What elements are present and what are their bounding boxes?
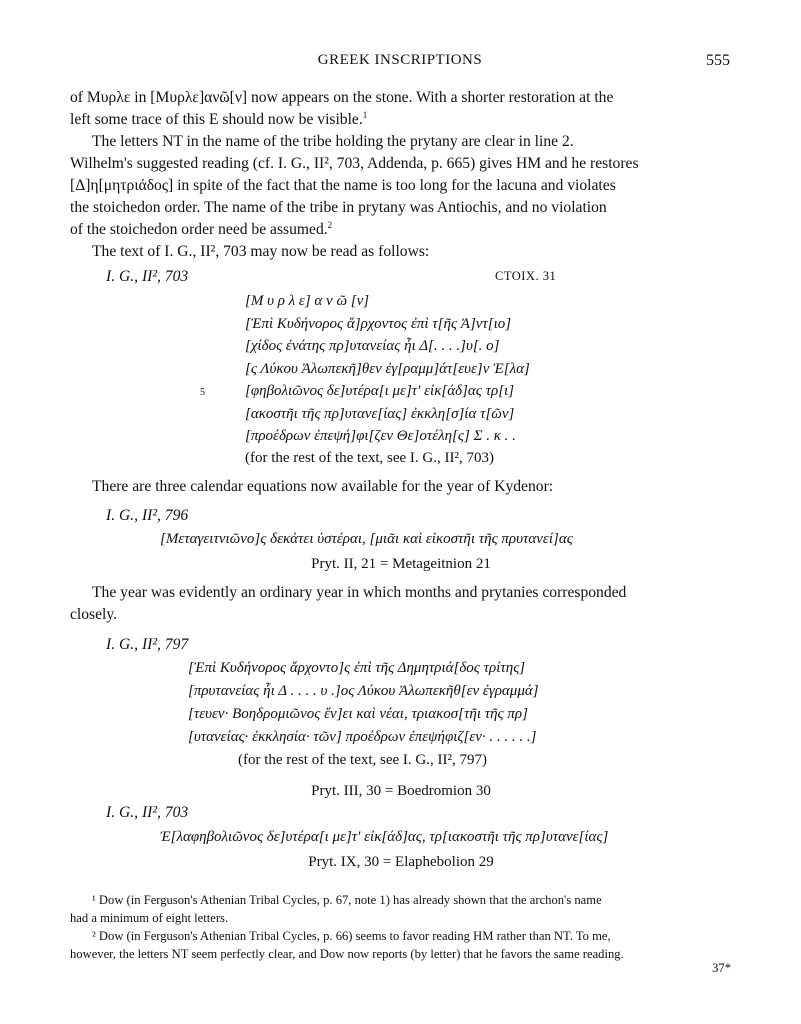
equation-pryt-ix: Pryt. IX, 30 = Elaphebolion 29 bbox=[308, 854, 494, 870]
ref-ig-796: I. G., II², 796 bbox=[106, 507, 189, 524]
p2-line-1-text: The letters NT in the name of the tribe holding the prytany are clear in line 2. bbox=[92, 133, 574, 150]
paragraph-3 bbox=[70, 241, 732, 263]
inscription-797-line-4: [υτανείας· ἐκκλησία· τῶν] προέδρων ἐπεψήφιζ[εν· . . . . . .] bbox=[188, 729, 537, 745]
paragraph-5 bbox=[70, 582, 732, 626]
inscription-703-line-6: [ακοστῆι τῆς πρ]υτανε[ίας] ἐκκλη[σ]ία τ[ῶν] bbox=[245, 406, 515, 422]
footnote-1-line-2: had a minimum of eight letters. bbox=[70, 911, 229, 925]
footnote-2-line-2: however, the letters NT seem perfectly clear, and Dow now reports (by letter) that he favors the same reading. bbox=[70, 947, 624, 961]
ref-ig-703-second: I. G., II², 703 bbox=[106, 804, 189, 821]
p1-line-2-text: left some trace of this E should now be visible. bbox=[70, 111, 363, 128]
equation-pryt-iii: Pryt. III, 30 = Boedromion 30 bbox=[311, 783, 491, 799]
inscription-797-line-1: [Ἐπὶ Κυδήνορος ἄρχοντο]ς ἐπὶ τῆς Δημητριά[δος τρίτης] bbox=[188, 660, 526, 676]
footnote-1 bbox=[70, 891, 732, 927]
p4-text: There are three calendar equations now available for the year of Kydenor: bbox=[92, 478, 554, 495]
p2-line-5 bbox=[70, 219, 732, 241]
inscription-703-rest-note: (for the rest of the text, see I. G., II², 703) bbox=[245, 450, 494, 466]
inscription-703-line-1: [Μ υ ρ λ ε] α ν ῶ [ν] bbox=[245, 293, 370, 309]
p5-line-1 bbox=[70, 582, 732, 604]
footnote-ref-1: 1 bbox=[362, 109, 368, 120]
footnote-2 bbox=[70, 927, 732, 963]
paragraph-2 bbox=[70, 131, 732, 241]
page-number: 555 bbox=[706, 52, 730, 69]
p2-line-1 bbox=[70, 131, 732, 153]
p2-line-3: [Δ]η[μητριάδος] in spite of the fact that the name is too long for the lacuna and violates bbox=[70, 177, 616, 194]
ref-ig-703: I. G., II², 703 bbox=[106, 268, 189, 285]
footnote-1-line-1: ¹ Dow (in Ferguson's Athenian Tribal Cycles, p. 67, note 1) has already shown that the archon's name bbox=[92, 893, 602, 907]
inscription-703-equation-text: Ἐ[λαφηβολιῶνος δε]υτέρα[ι με]τ' εἰκ[άδ]ας, τρ[ιακοστῆι τῆς πρ]υτανε[ίας] bbox=[160, 829, 609, 845]
inscription-797-line-2: [πρυτανείας ἧι Δ . . . . υ .]ος Λύκου Ἀλωπεκῆθ[εν ἐγραμμά] bbox=[188, 683, 539, 699]
inscription-703-line-4: [ς Λύκου Ἀλωπεκῆ]θεν ἐγ[ραμμ]άτ[ευε]ν Ἐ[λα] bbox=[245, 361, 530, 377]
inscription-703-line-3: [χίδος ἐνάτης πρ]υτανείας ἧι Δ[. . . .]υ[. ο] bbox=[245, 338, 500, 354]
p2-line-5-text: of the stoichedon order need be assumed. bbox=[70, 221, 328, 238]
inscription-797-rest-note: (for the rest of the text, see I. G., II², 797) bbox=[238, 752, 487, 768]
paragraph-4 bbox=[70, 476, 732, 498]
inscription-796-text: [Μεταγειτνιῶνο]ς δεκάτει ὑστέραι, [μιᾶι καὶ εἰκοστῆι τῆς πρυτανεί]ας bbox=[160, 531, 573, 547]
p3-text: The text of I. G., II², 703 may now be read as follows: bbox=[92, 243, 430, 260]
footnote-ref-2: 2 bbox=[327, 219, 333, 230]
inscription-797-line-3: [τευεν· Βοηδρομιῶνος ἕν]ει καὶ νέαι, τριακοσ[τῆι τῆς πρ] bbox=[188, 706, 528, 722]
p5-line-1-text: The year was evidently an ordinary year in which months and prytanies corresponded bbox=[92, 584, 627, 601]
paragraph-1 bbox=[70, 87, 732, 131]
inscription-703-line-5: [φηβολιῶνος δε]υτέρα[ι με]τ' εἰκ[άδ]ας τρ[ι] bbox=[245, 383, 515, 399]
equation-pryt-ii: Pryt. II, 21 = Metageitnion 21 bbox=[311, 556, 491, 572]
p2-line-4: the stoichedon order. The name of the tribe in prytany was Antiochis, and no violation bbox=[70, 199, 607, 216]
p2-line-2: Wilhelm's suggested reading (cf. I. G., II², 703, Addenda, p. 665) gives HM and he restores bbox=[70, 155, 639, 172]
footnote-2-line-1: ² Dow (in Ferguson's Athenian Tribal Cycles, p. 66) seems to favor reading HM rather than NT. To me, bbox=[92, 929, 611, 943]
p1-line-1: of Μυρλε in [Μυρλε]ανῶ[ν] now appears on the stone. With a shorter restoration at the bbox=[70, 89, 614, 106]
p5-line-2: closely. bbox=[70, 606, 118, 623]
line-number-5: 5 bbox=[200, 387, 205, 398]
inscription-703-line-2: [Ἐπὶ Κυδήνορος ἄ]ρχοντος ἐπὶ τ[ῆς Ἀ]ντ[ιο] bbox=[245, 316, 512, 332]
signature-mark: 37* bbox=[712, 961, 731, 975]
running-header bbox=[70, 52, 730, 74]
running-title: GREEK INSCRIPTIONS bbox=[317, 52, 483, 68]
stoichedon-label: CTOIX. 31 bbox=[495, 269, 557, 283]
p1-line-2 bbox=[70, 109, 732, 131]
ref-ig-797: I. G., II², 797 bbox=[106, 636, 189, 653]
inscription-703-line-7: [προέδρων ἐπεψή]φι[ζεν Θε]οτέλη[ς] Σ . κ . . bbox=[245, 428, 516, 444]
